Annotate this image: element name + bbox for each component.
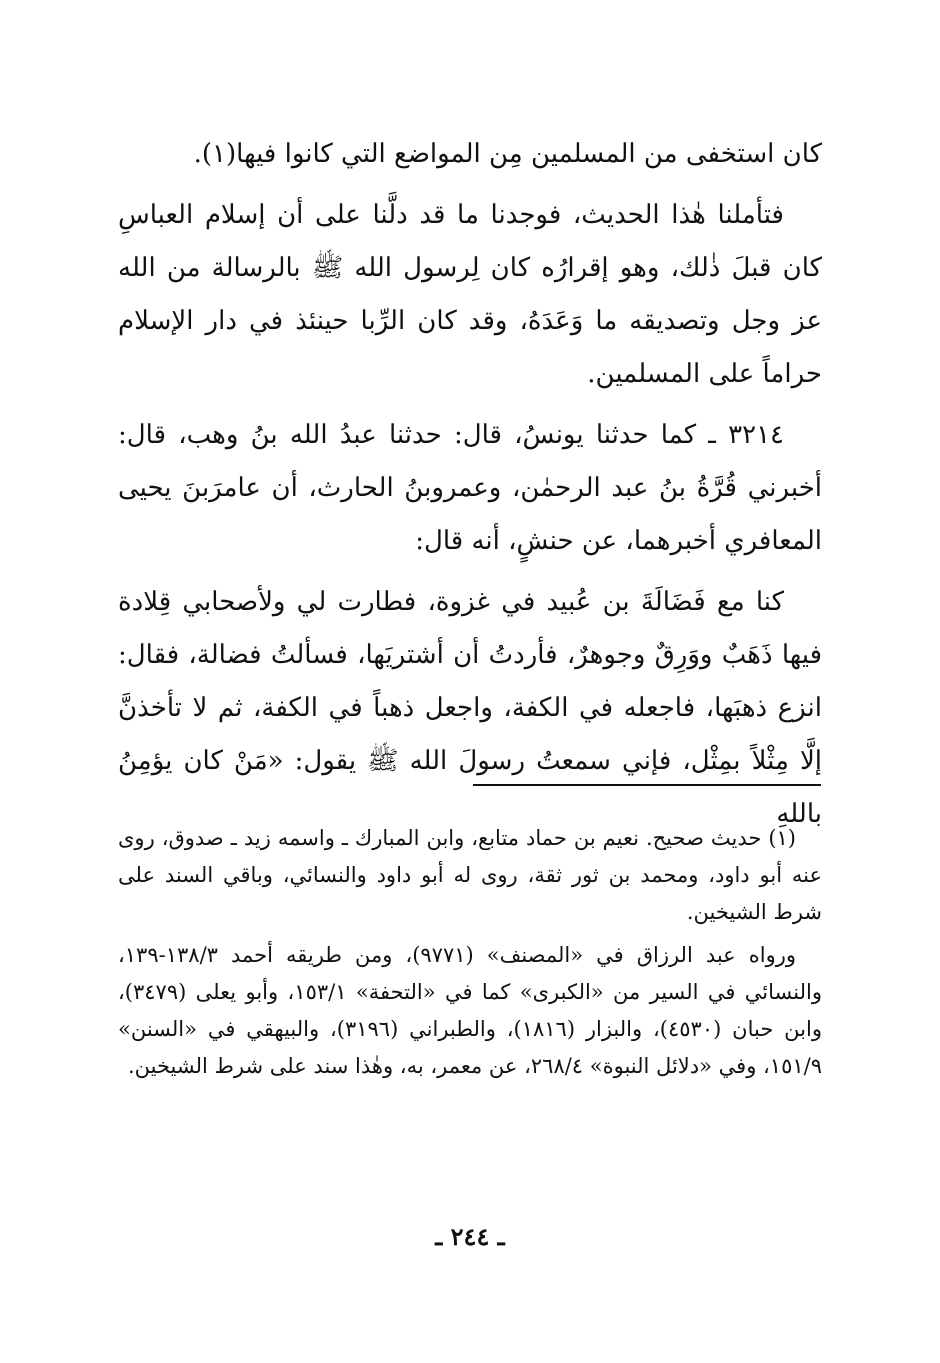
- footnote-divider: [473, 784, 821, 786]
- main-text: [118, 128, 822, 849]
- hadith-3214-matn: كنا مع فَضَالَةَ بن عُبيد في غزوة، فطارت لي ولأصحابي قِلادة فيها ذَهَبٌ ووَرِقٌ وجوهرٌ، فأردتُ أن أشتريَها، فسألتُ فضالة، فقال: انزع ذهبَها، فاجعله في الكفة، واجعل ذهباً في الكفة، ثم لا تأخذنَّ إلَّا مِثْلاً بمِثْل، فإني سمعتُ رسولَ الله ﷺ يقول: «مَنْ كان يؤمِنُ باللهِ: [118, 587, 822, 829]
- footnotes: [118, 820, 822, 1091]
- footnote-1: (١) حديث صحيح. نعيم بن حماد متابع، وابن المبارك ـ واسمه زيد ـ صدوق، روى عنه أبو داود، ومحمد بن ثور ثقة، روى له أبو داود والنسائي، وباقي السند على شرط الشيخين.: [118, 826, 822, 924]
- main-paragraph-1: كان استخفى من المسلمين مِن المواضع التي كانوا فيها(١).: [193, 139, 822, 169]
- hadith-3214-isnad: ٣٢١٤ ـ كما حدثنا يونسُ، قال: حدثنا عبدُ الله بنُ وهب، قال: أخبرني قُرَّةُ بنُ عبد الرحمٰن، وعمروبنُ الحارث، أن عامرَبنَ يحيى المعافري أخبرهما، عن حنشٍ، أنه قال:: [118, 420, 822, 556]
- main-paragraph-2: فتأملنا هٰذا الحديث، فوجدنا ما قد دلَّنا على أن إسلام العباسِ كان قبلَ ذٰلك، وهو إقرارُه كان لِرسول الله ﷺ بالرسالة من الله عز وجل وتصديقه ما وَعَدَهُ، وقد كان الرِّبا حينئذ في دار الإسلام حراماً على المسلمين.: [118, 200, 822, 389]
- page-number: ـ ٢٤٤ ـ: [435, 1222, 505, 1251]
- footnote-1-continuation: ورواه عبد الرزاق في «المصنف» (٩٧٧١)، ومن طريقه أحمد ١٣٨/٣-١٣٩، والنسائي في السير من «الكبرى» كما في «التحفة» ١٥٣/١، وأبو يعلى (٣٤٧٩)، وابن حبان (٤٥٣٠)، والبزار (١٨١٦)، والطبراني (٣١٩٦)، والبيهقي في «السنن» ١٥١/٩، وفي «دلائل النبوة» ٢٦٨/٤، عن معمر، به، وهٰذا سند على شرط الشيخين.: [118, 943, 822, 1078]
